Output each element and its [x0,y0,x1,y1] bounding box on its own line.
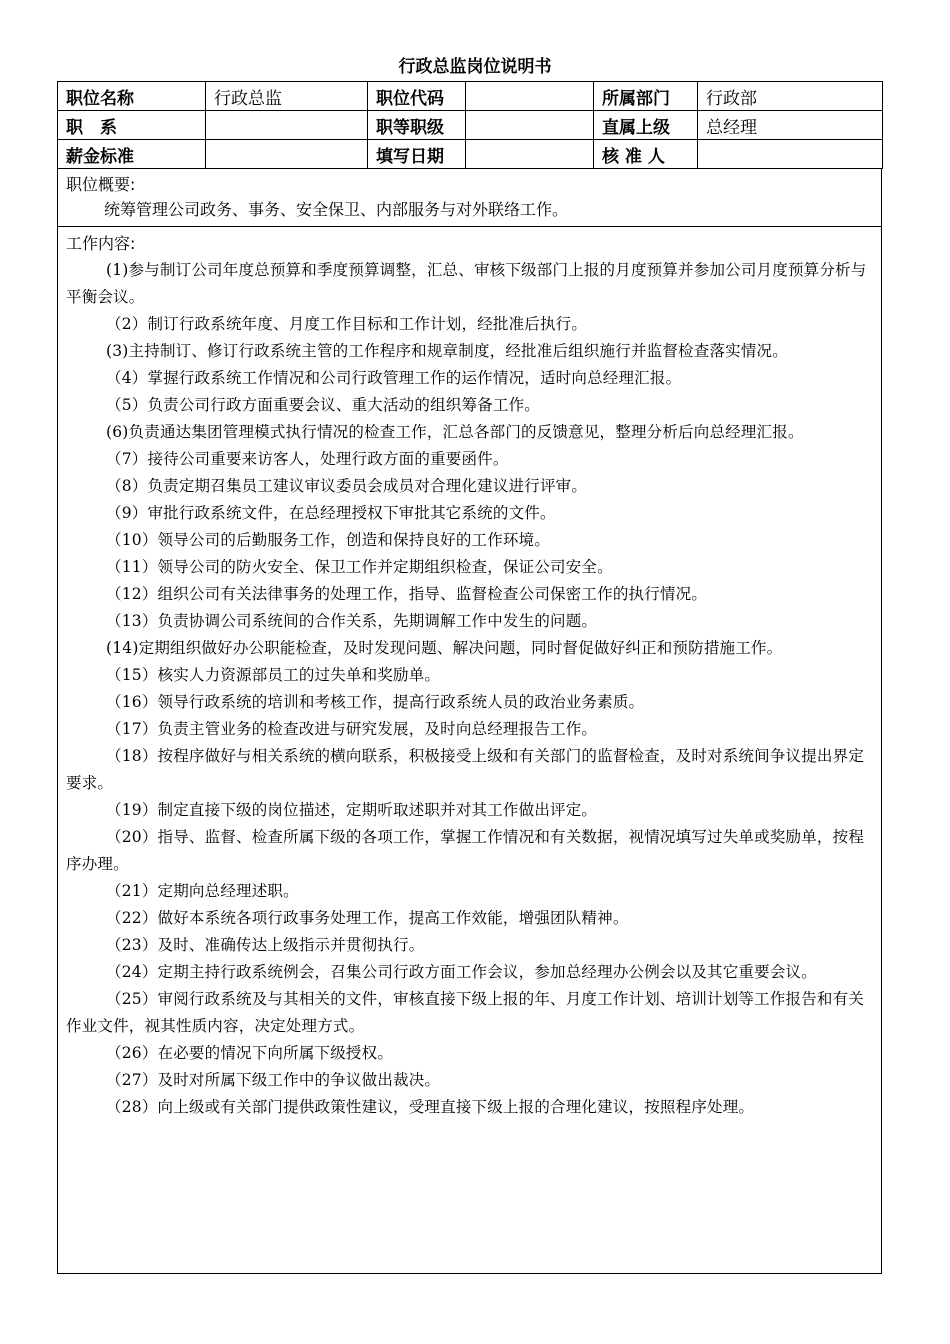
duty-item: （15）核实人力资源部员工的过失单和奖励单。 [106,666,441,684]
value-salary-standard [206,140,368,169]
duty-item: （19）制定直接下级的岗位描述，定期听取述职并对其工作做出评定。 [106,801,598,819]
duty-item: (14)定期组织做好办公职能检查，及时发现问题、解决问题，同时督促做好纠正和预防措施工作。 [106,639,783,657]
duty-item: （5）负责公司行政方面重要会议、重大活动的组织筹备工作。 [106,396,540,414]
duty-item: （9）审批行政系统文件，在总经理授权下审批其它系统的文件。 [106,504,556,522]
duty-item: （10）领导公司的后勤服务工作，创造和保持良好的工作环境。 [106,531,551,549]
duty-item: （23）及时、准确传达上级指示并贯彻执行。 [106,936,425,954]
duty-item: （21）定期向总经理述职。 [106,882,299,900]
duty-item: （18）按程序做好与相关系统的横向联系，积极接受上级和有关部门的监督检查，及时对系统间争议提出界定要求。 [66,747,865,792]
value-position-name: 行政总监 [206,82,368,111]
summary-label: 职位概要: [66,175,136,194]
duty-item: （27）及时对所属下级工作中的争议做出裁决。 [106,1071,441,1089]
info-row-1 [58,82,883,111]
position-info-table [57,81,883,169]
duty-item: (6)负责通达集团管理模式执行情况的检查工作，汇总各部门的反馈意见，整理分析后向总经理汇报。 [106,423,804,441]
label-fill-date: 填写日期 [368,140,466,169]
label-position-name: 职位名称 [58,82,206,111]
position-summary-section [57,168,882,227]
duty-item: （11）领导公司的防火安全、保卫工作并定期组织检查，保证公司安全。 [106,558,613,576]
info-row-3 [58,140,883,169]
duty-item: （25）审阅行政系统及与其相关的文件，审核直接下级上报的年、月度工作计划、培训计划等工作报告和有关作业文件，视其性质内容，决定处理方式。 [66,990,865,1035]
label-job-family: 职 系 [58,111,206,140]
duty-item: (1)参与制订公司年度总预算和季度预算调整，汇总、审核下级部门上报的月度预算并参加公司月度预算分析与平衡会议。 [66,261,867,306]
duty-item: （12）组织公司有关法律事务的处理工作，指导、监督检查公司保密工作的执行情况。 [106,585,708,603]
value-direct-superior: 总经理 [698,111,883,140]
value-fill-date [466,140,594,169]
info-row-2 [58,111,883,140]
label-approver: 核 准 人 [594,140,698,169]
document-title: 行政总监岗位说明书 [398,57,552,77]
label-department: 所属部门 [594,82,698,111]
value-grade-level [466,111,594,140]
value-approver [698,140,883,169]
duty-item: （13）负责协调公司系统间的合作关系，先期调解工作中发生的问题。 [106,612,598,630]
duty-item: （7）接待公司重要来访客人，处理行政方面的重要函件。 [106,450,509,468]
value-position-code [466,82,594,111]
duty-item: （8）负责定期召集员工建议审议委员会成员对合理化建议进行评审。 [106,477,588,495]
label-direct-superior: 直属上级 [594,111,698,140]
duty-item: （4）掌握行政系统工作情况和公司行政管理工作的运作情况，适时向总经理汇报。 [106,369,682,387]
job-duties-section [57,227,882,1274]
value-job-family [206,111,368,140]
duty-item: （22）做好本系统各项行政事务处理工作，提高工作效能，增强团队精神。 [106,909,629,927]
duty-item: (3)主持制订、修订行政系统主管的工作程序和规章制度，经批准后组织施行并监督检查落实情况。 [106,342,788,360]
duty-item: （2）制订行政系统年度、月度工作目标和工作计划，经批准后执行。 [106,315,588,333]
value-department: 行政部 [698,82,883,111]
duty-item: （26）在必要的情况下向所属下级授权。 [106,1044,394,1062]
duty-item: （16）领导行政系统的培训和考核工作，提高行政系统人员的政治业务素质。 [106,693,645,711]
label-grade-level: 职等职级 [368,111,466,140]
duty-item: （28）向上级或有关部门提供政策性建议，受理直接下级上报的合理化建议，按照程序处理。 [106,1098,755,1116]
duty-item: （24）定期主持行政系统例会，召集公司行政方面工作会议，参加总经理办公例会以及其它重要会议。 [106,963,817,981]
label-salary-standard: 薪金标准 [58,140,206,169]
summary-text: 统筹管理公司政务、事务、安全保卫、内部服务与对外联络工作。 [104,200,569,219]
duties-label: 工作内容: [66,234,136,253]
duty-item: （17）负责主管业务的检查改进与研究发展，及时向总经理报告工作。 [106,720,598,738]
duties-list [58,255,881,1121]
duty-item: （20）指导、监督、检查所属下级的各项工作，掌握工作情况和有关数据，视情况填写过失单或奖励单，按程序办理。 [66,828,865,873]
label-position-code: 职位代码 [368,82,466,111]
